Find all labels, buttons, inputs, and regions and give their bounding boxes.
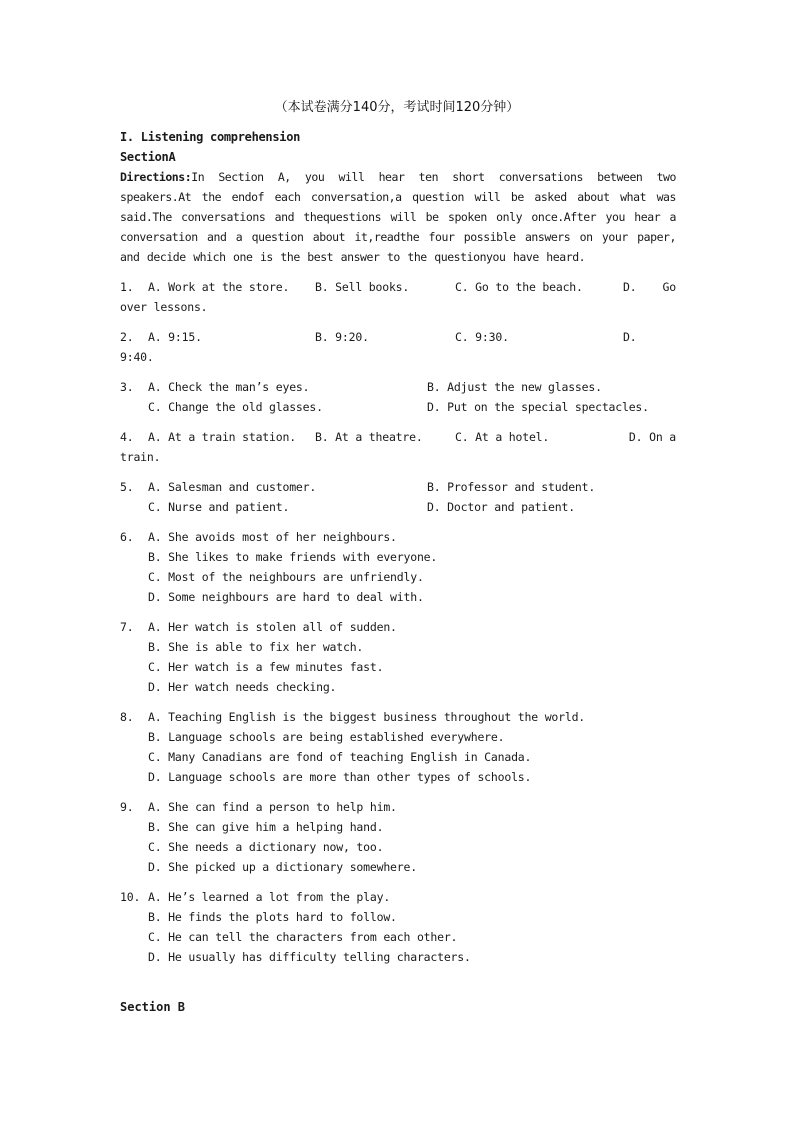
option-b: B. Sell books. xyxy=(315,280,410,294)
question-number: 4. xyxy=(120,430,134,444)
option-c: C. 9:30. xyxy=(455,330,509,344)
question-7 xyxy=(120,617,676,697)
option-c: C. Change the old glasses. xyxy=(148,400,323,414)
option-b: B. She is able to fix her watch. xyxy=(148,640,364,654)
option-d: D. He usually has difficulty telling characters. xyxy=(148,950,471,964)
question-8 xyxy=(120,707,676,787)
question-number: 3. xyxy=(120,380,134,394)
option-d: D. She picked up a dictionary somewhere. xyxy=(148,860,417,874)
question-2 xyxy=(120,327,676,367)
option-b: B. At a theatre. xyxy=(315,430,423,444)
option-c: C. Go to the beach. xyxy=(455,280,583,294)
question-number: 5. xyxy=(120,480,134,494)
part-heading: I. Listening comprehension xyxy=(120,130,301,144)
listening-section xyxy=(120,127,676,1017)
directions-label: Directions: xyxy=(120,170,192,184)
option-d: D. xyxy=(623,330,637,344)
option-c: C. He can tell the characters from each other. xyxy=(148,930,458,944)
page-title: （本试卷满分140分，考试时间120分钟） xyxy=(274,100,520,115)
question-3 xyxy=(120,377,676,417)
option-a: A. Her watch is stolen all of sudden. xyxy=(148,620,397,634)
question-9 xyxy=(120,797,676,877)
option-d: D. Some neighbours are hard to deal with. xyxy=(148,590,424,604)
directions-paragraph xyxy=(120,167,676,267)
option-d: D. On a xyxy=(628,430,676,444)
question-1 xyxy=(120,277,676,317)
option-a: A. Work at the store. xyxy=(148,280,290,294)
question-number: 10. xyxy=(120,890,141,904)
question-10 xyxy=(120,887,676,967)
option-d-continuation: over lessons. xyxy=(120,300,208,314)
option-c: C. Most of the neighbours are unfriendly. xyxy=(148,570,424,584)
option-d-continuation: train. xyxy=(120,450,161,464)
option-d: D. Language schools are more than other types of schools. xyxy=(148,770,532,784)
option-b: B. 9:20. xyxy=(315,330,369,344)
option-d: D. Her watch needs checking. xyxy=(148,680,337,694)
question-number: 2. xyxy=(120,330,134,344)
option-d-text: Go xyxy=(662,280,676,294)
option-d-continuation: 9:40. xyxy=(120,350,154,364)
option-c: C. She needs a dictionary now, too. xyxy=(148,840,384,854)
option-a: A. Salesman and customer. xyxy=(148,480,317,494)
question-number: 9. xyxy=(120,800,134,814)
option-b: B. He finds the plots hard to follow. xyxy=(148,910,397,924)
question-number: 1. xyxy=(120,280,134,294)
option-d: D. Doctor and patient. xyxy=(427,500,575,514)
option-c: C. At a hotel. xyxy=(455,430,550,444)
option-d: D. Put on the special spectacles. xyxy=(427,400,649,414)
question-number: 7. xyxy=(120,620,134,634)
section-b-heading: Section B xyxy=(120,1000,186,1014)
option-a: A. At a train station. xyxy=(148,430,296,444)
question-5 xyxy=(120,477,676,517)
question-6 xyxy=(120,527,676,607)
directions-text: In Section A, you will hear ten short conversations between two speakers.At the endof each conversation,a question will be asked about what was said.The conversations and thequestions will be spoken only once.After you hear a conversation and a question about it,readthe four possible answers on your paper, and decide which one is the best answer to the questionyou have heard. xyxy=(120,170,676,264)
option-c: C. Her watch is a few minutes fast. xyxy=(148,660,384,674)
option-b: B. Professor and student. xyxy=(427,480,596,494)
option-a: A. Check the man’s eyes. xyxy=(148,380,310,394)
question-number: 8. xyxy=(120,710,134,724)
option-c: C. Nurse and patient. xyxy=(148,500,290,514)
option-d: D. xyxy=(623,280,637,294)
option-a: A. 9:15. xyxy=(148,330,202,344)
section-a-heading: SectionA xyxy=(120,150,176,164)
option-b: B. She can give him a helping hand. xyxy=(148,820,384,834)
option-a: A. She can find a person to help him. xyxy=(148,800,397,814)
option-b: B. Adjust the new glasses. xyxy=(427,380,602,394)
option-b: B. She likes to make friends with everyone. xyxy=(148,550,438,564)
option-a: A. She avoids most of her neighbours. xyxy=(148,530,397,544)
option-a: A. He’s learned a lot from the play. xyxy=(148,890,391,904)
option-a: A. Teaching English is the biggest business throughout the world. xyxy=(148,710,586,724)
question-number: 6. xyxy=(120,530,134,544)
option-c: C. Many Canadians are fond of teaching English in Canada. xyxy=(148,750,532,764)
question-4 xyxy=(120,427,676,467)
option-b: B. Language schools are being established everywhere. xyxy=(148,730,505,744)
